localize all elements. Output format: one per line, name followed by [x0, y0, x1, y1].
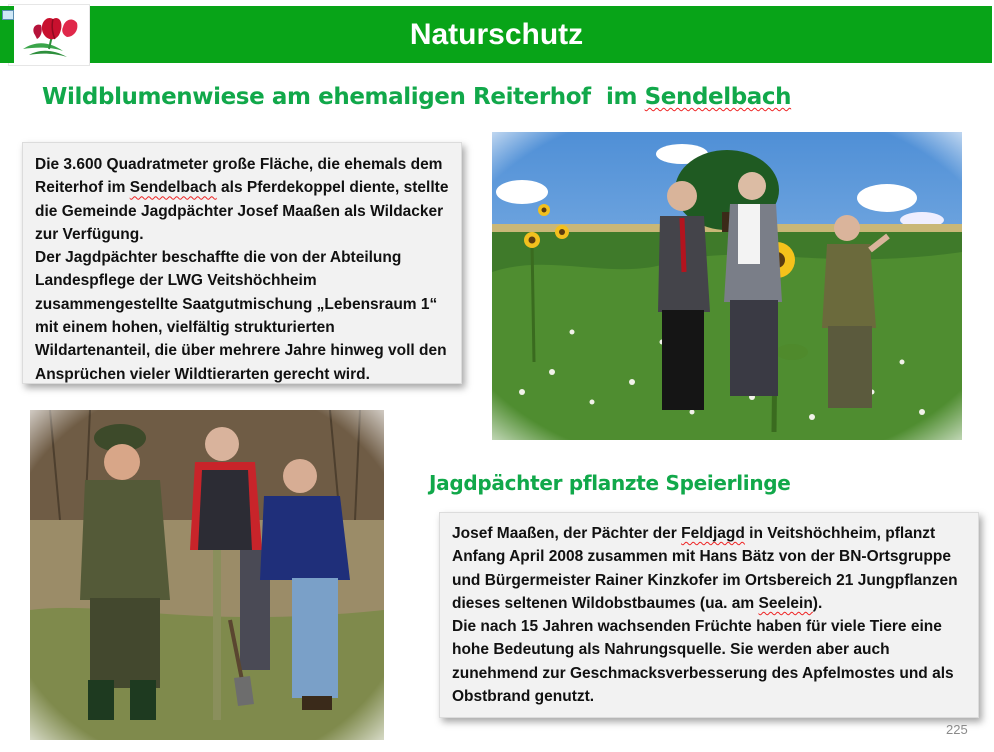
section1-paragraph-a-part: als Pferdekoppel diente, stellte die Gemeinde Jagdpächter Josef Maaßen als Wildacker zur Verfügung. — [35, 179, 449, 243]
section2-text-feldjagd: Feldjagd — [681, 525, 745, 542]
section2-text-part: Josef Maaßen, der Pächter der — [452, 525, 682, 542]
section1-textbox — [22, 142, 462, 384]
section2-text-part: in Veitshöchheim, pflanzt Anfang April 2008 zusammen mit Hans Bätz von der BN-Ortsgruppe und Bürgermeister Rainer Kinzkofer im Ortsbereich 21 Jungpflanzen dieses seltenen Wildobstbaumes (ua. am — [452, 525, 958, 612]
sunflower-meadow-photo — [492, 132, 962, 440]
section1-heading-place: Sendelbach — [644, 84, 792, 110]
section1-heading — [42, 84, 791, 110]
section2-text-part: ). — [812, 594, 823, 612]
section1-paragraph-a-place: Sendelbach — [129, 179, 217, 197]
section2-heading: Jagdpächter pflanzte Speierlinge — [429, 471, 791, 495]
section1-heading-text: Wildblumenwiese am ehemaligen Reiterhof im — [42, 84, 645, 110]
tulip-logo-icon — [9, 5, 89, 65]
section2-text-seelein: Seelein — [758, 594, 813, 612]
section2-paragraph-a — [452, 522, 966, 615]
page-title: Naturschutz — [409, 18, 584, 51]
slide-thumbnail-icon — [0, 6, 14, 63]
section1-paragraph-a-part: Die 3.600 Quadratmeter große Fläche, die ehemals dem Reiterhof im — [35, 156, 443, 197]
section1-paragraph-a — [35, 153, 449, 246]
section1-paragraph-b: Der Jagdpächter beschaffte die von der Abteilung Landespflege der LWG Veitshöchheim zusammengestellte Saatgutmischung „Lebensraum 1“ mit einem hohen, vielfältig strukturierten Wildartenanteil, die über mehrere Jahre hinweg voll den Ansprüchen vieler Wildtierarten gerecht wird. — [35, 249, 447, 383]
page-number: 225 — [946, 722, 968, 737]
logo — [8, 4, 90, 66]
tree-planting-photo — [30, 410, 384, 740]
section2-paragraph-b: Die nach 15 Jahren wachsenden Früchte haben für viele Tiere eine hohe Bedeutung als Nahrungsquelle. Sie werden aber auch zunehmend zur Geschmacksverbesserung des Apfelmostes und als Obstbrand genutzt. — [452, 618, 954, 706]
section2-textbox — [439, 512, 979, 718]
